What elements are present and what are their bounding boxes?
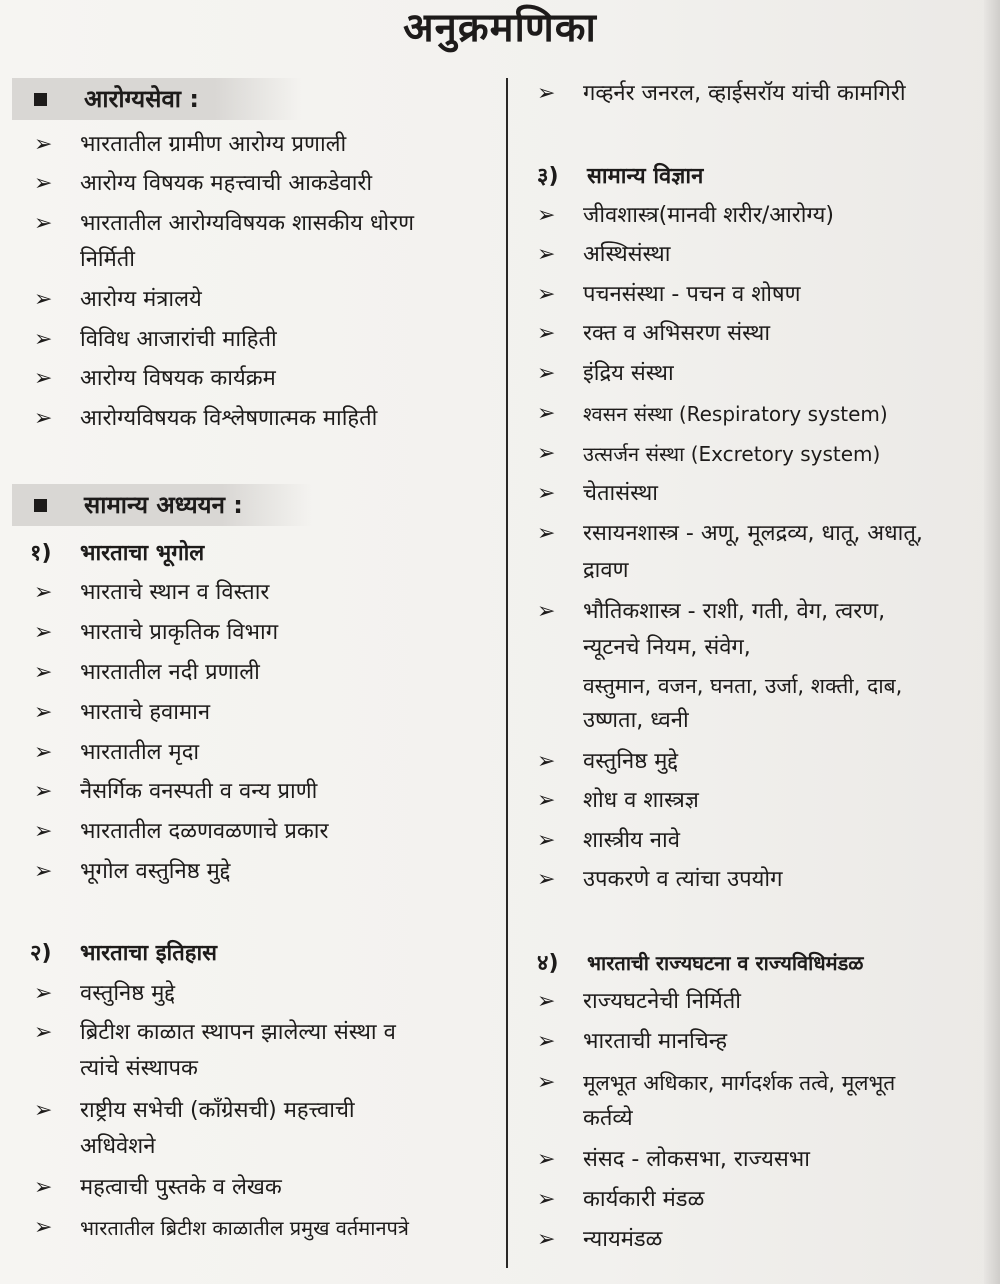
arrow-bullet-icon: ➢ (537, 989, 556, 1014)
arrow-bullet-icon: ➢ (34, 1175, 53, 1200)
arrow-bullet-icon: ➢ (34, 859, 53, 884)
arrow-bullet-icon: ➢ (537, 599, 556, 624)
arrow-bullet-icon: ➢ (537, 242, 556, 267)
arrow-bullet-icon: ➢ (34, 366, 53, 391)
page-edge (984, 0, 1000, 1284)
arrow-bullet-icon: ➢ (34, 1098, 53, 1123)
arrow-bullet-icon: ➢ (34, 660, 53, 685)
bullet-square-icon (34, 93, 47, 106)
arrow-bullet-icon: ➢ (537, 401, 556, 426)
arrow-bullet-icon: ➢ (34, 620, 53, 645)
arrow-bullet-icon: ➢ (537, 1029, 556, 1054)
subsection-header-science: ३) सामान्य विज्ञान (537, 164, 704, 189)
arrow-bullet-icon: ➢ (34, 700, 53, 725)
subsection-header-history: २) भारताचा इतिहास (30, 941, 218, 966)
bullet-square-icon (34, 499, 47, 512)
arrow-bullet-icon: ➢ (537, 81, 556, 106)
subsection-header-geography: १) भारताचा भूगोल (30, 541, 205, 566)
arrow-bullet-icon: ➢ (537, 1147, 556, 1172)
arrow-bullet-icon: ➢ (537, 441, 556, 466)
arrow-bullet-icon: ➢ (537, 749, 556, 774)
arrow-bullet-icon: ➢ (34, 819, 53, 844)
arrow-bullet-icon: ➢ (34, 580, 53, 605)
arrow-bullet-icon: ➢ (34, 287, 53, 312)
arrow-bullet-icon: ➢ (537, 1070, 556, 1095)
section-title: आरोग्यसेवा : (84, 85, 199, 113)
section-header-arogyaseva (12, 78, 302, 120)
section-header-general-studies (12, 484, 312, 526)
arrow-bullet-icon: ➢ (537, 481, 556, 506)
arrow-bullet-icon: ➢ (537, 1187, 556, 1212)
arrow-bullet-icon: ➢ (34, 740, 53, 765)
subsection-header-constitution: ४) भारताची राज्यघटना व राज्यविधिमंडळ (537, 951, 864, 976)
arrow-bullet-icon: ➢ (34, 211, 53, 236)
arrow-bullet-icon: ➢ (537, 1227, 556, 1252)
arrow-bullet-icon: ➢ (34, 779, 53, 804)
arrow-bullet-icon: ➢ (537, 788, 556, 813)
column-divider (506, 78, 508, 1268)
arrow-bullet-icon: ➢ (537, 203, 556, 228)
section-title: सामान्य अध्ययन : (84, 491, 243, 519)
arrow-bullet-icon: ➢ (537, 321, 556, 346)
arrow-bullet-icon: ➢ (34, 327, 53, 352)
arrow-bullet-icon: ➢ (34, 171, 53, 196)
arrow-bullet-icon: ➢ (34, 1020, 53, 1045)
arrow-bullet-icon: ➢ (34, 132, 53, 157)
arrow-bullet-icon: ➢ (34, 406, 53, 431)
arrow-bullet-icon: ➢ (537, 521, 556, 546)
arrow-bullet-icon: ➢ (537, 361, 556, 386)
arrow-bullet-icon: ➢ (537, 828, 556, 853)
page-title: अनुक्रमणिका (403, 5, 597, 51)
arrow-bullet-icon: ➢ (537, 282, 556, 307)
arrow-bullet-icon: ➢ (34, 1215, 53, 1240)
arrow-bullet-icon: ➢ (34, 981, 53, 1006)
arrow-bullet-icon: ➢ (537, 867, 556, 892)
